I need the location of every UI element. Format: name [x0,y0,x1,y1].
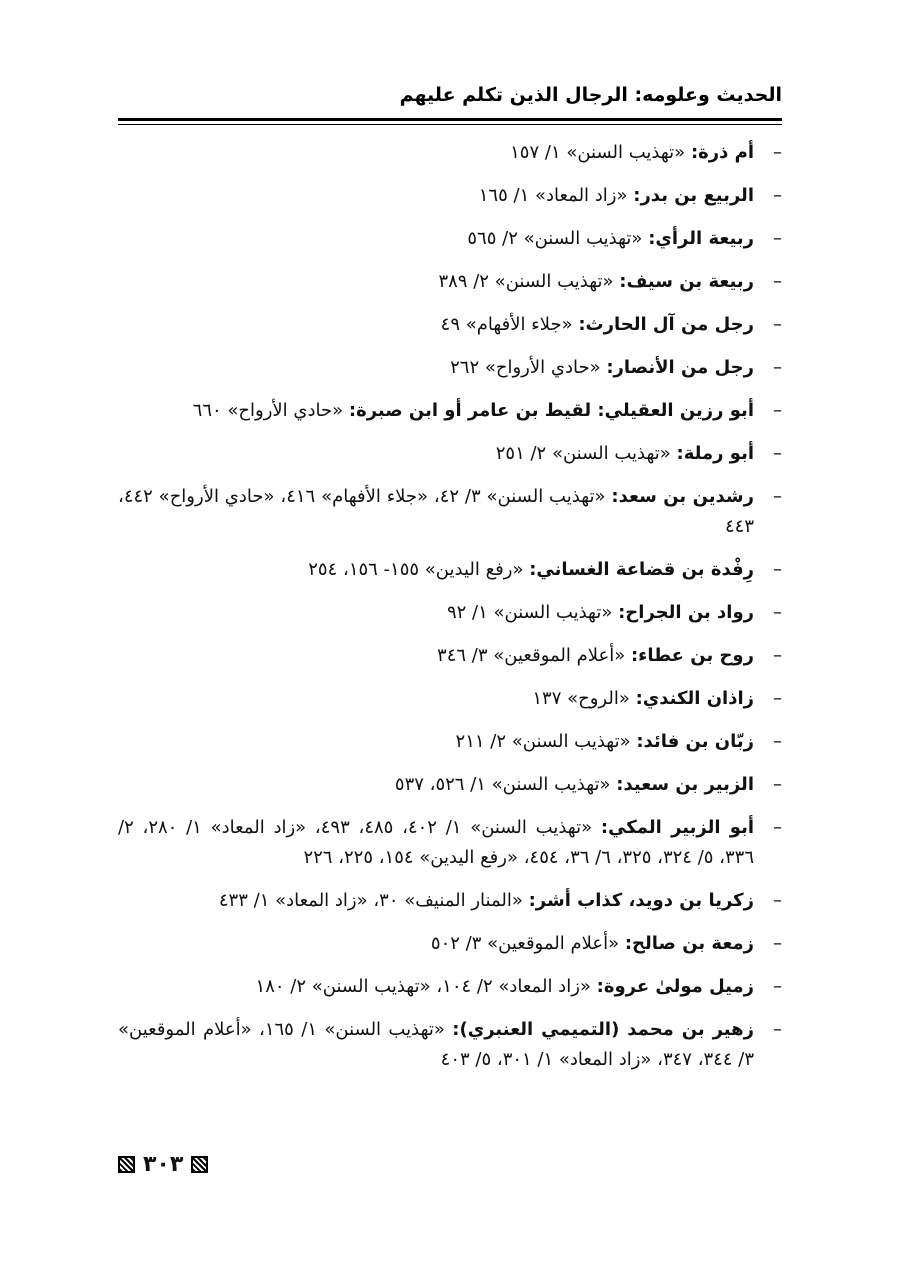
narrator-refs: «تهذيب السنن» ٣/ ٤٢، «جلاء الأفهام» ٤١٦، «حادي الأرواح» ٤٤٢، ٤٤٣ [118,486,754,537]
dash-marker: – [773,559,782,580]
narrator-name: أبو رملة: [676,443,754,464]
list-item [118,396,782,426]
narrator-name: زكريا بن دويد، كذاب أشر: [528,890,754,911]
narrator-refs: «تهذيب السنن» ١/ ١٦٥، «أعلام الموقعين» ٣/ ٣٤٤، ٣٤٧، «زاد المعاد» ١/ ٣٠١، ٥/ ٤٠٣ [118,1019,754,1070]
narrator-refs: «تهذيب السنن» ١/ ٤٠٢، ٤٨٥، ٤٩٣، «زاد المعاد» ١/ ٢٨٠، ٢/ ٣٣٦، ٥/ ٣٢٤، ٣٢٥، ٦/ ٣٦، ٤٥٤، «رفع اليدين» ١٥٤، ٢٢٥، ٢٢٦ [118,817,754,868]
ornament-icon [118,1156,135,1173]
narrator-name: زمعة بن صالح: [624,933,754,954]
narrator-entry-list [118,138,782,1088]
page-footer [118,1152,208,1177]
dash-marker: – [773,976,782,997]
narrator-name: ربيعة الرأي: [648,228,754,249]
narrator-name: رجل من الأنصار: [606,357,754,378]
dash-marker: – [773,933,782,954]
dash-marker: – [773,443,782,464]
dash-marker: – [773,400,782,421]
narrator-refs: «زاد المعاد» ١/ ١٦٥ [478,185,628,206]
narrator-name: رواد بن الجراح: [618,602,754,623]
header-rule-thick [118,118,782,121]
narrator-name: رجل من آل الحارث: [578,314,754,335]
list-item [118,267,782,297]
narrator-refs: «تهذيب السنن» ١/ ٩٢ [446,602,613,623]
header-rule-thin [118,124,782,125]
narrator-refs: «المنار المنيف» ٣٠، «زاد المعاد» ١/ ٤٣٣ [218,890,523,911]
narrator-name: أبو رزين العقيلي: لقيط بن عامر أو ابن صبرة: [348,400,754,421]
dash-marker: – [773,688,782,709]
ornament-icon [191,1156,208,1173]
list-item [118,224,782,254]
dash-marker: – [773,185,782,206]
list-item [118,684,782,714]
list-item [118,813,782,873]
list-item [118,598,782,628]
dash-marker: – [773,774,782,795]
narrator-name: روح بن عطاء: [630,645,754,666]
dash-marker: – [773,271,782,292]
narrator-name: ربيعة بن سيف: [619,271,754,292]
dash-marker: – [773,731,782,752]
narrator-refs: «تهذيب السنن» ٢/ ٢١١ [455,731,631,752]
list-item [118,181,782,211]
narrator-refs: «حادي الأرواح» ٢٦٢ [450,357,601,378]
dash-marker: – [773,142,782,163]
narrator-refs: «تهذيب السنن» ١/ ٥٢٦، ٥٣٧ [394,774,611,795]
narrator-refs: «تهذيب السنن» ٢/ ٢٥١ [495,443,671,464]
list-item [118,886,782,916]
dash-marker: – [773,314,782,335]
dash-marker: – [773,602,782,623]
narrator-refs: «حادي الأرواح» ٦٦٠ [192,400,344,421]
running-header: الحديث وعلومه: الرجال الذين تكلم عليهم [399,84,782,106]
list-item [118,727,782,757]
narrator-refs: «تهذيب السنن» ٢/ ٣٨٩ [438,271,614,292]
narrator-name: الربيع بن بدر: [633,185,754,206]
narrator-name: زميل مولىٰ عروة: [596,976,754,997]
dash-marker: – [773,1019,782,1040]
list-item [118,353,782,383]
narrator-refs: «تهذيب السنن» ١/ ١٥٧ [510,142,686,163]
list-item [118,929,782,959]
narrator-refs: «أعلام الموقعين» ٣/ ٣٤٦ [437,645,626,666]
dash-marker: – [773,486,782,507]
page-number: ٣٠٣ [143,1152,184,1177]
narrator-refs: «جلاء الأفهام» ٤٩ [440,314,573,335]
narrator-name: رشدين بن سعد: [611,486,754,507]
narrator-refs: «الروح» ١٣٧ [532,688,630,709]
narrator-refs: «رفع اليدين» ١٥٥- ١٥٦، ٢٥٤ [308,559,524,580]
dash-marker: – [773,357,782,378]
dash-marker: – [773,890,782,911]
narrator-name: رِفْدة بن قضاعة الغساني: [529,559,754,580]
list-item [118,482,782,542]
list-item [118,310,782,340]
dash-marker: – [773,228,782,249]
narrator-name: الزبير بن سعيد: [616,774,754,795]
narrator-name: زاذان الكندي: [635,688,754,709]
dash-marker: – [773,817,782,838]
narrator-name: زبّان بن فائد: [636,731,754,752]
list-item [118,641,782,671]
narrator-name: أم ذرة: [690,142,754,163]
list-item [118,972,782,1002]
narrator-refs: «تهذيب السنن» ٢/ ٥٦٥ [467,228,643,249]
narrator-name: زهير بن محمد (التميمي العنبري): [452,1019,754,1040]
list-item [118,770,782,800]
narrator-refs: «زاد المعاد» ٢/ ١٠٤، «تهذيب السنن» ٢/ ١٨٠ [255,976,591,997]
narrator-refs: «أعلام الموقعين» ٣/ ٥٠٢ [430,933,620,954]
list-item [118,138,782,168]
list-item [118,555,782,585]
narrator-name: أبو الزبير المكي: [600,817,755,838]
dash-marker: – [773,645,782,666]
list-item [118,1015,782,1075]
list-item [118,439,782,469]
